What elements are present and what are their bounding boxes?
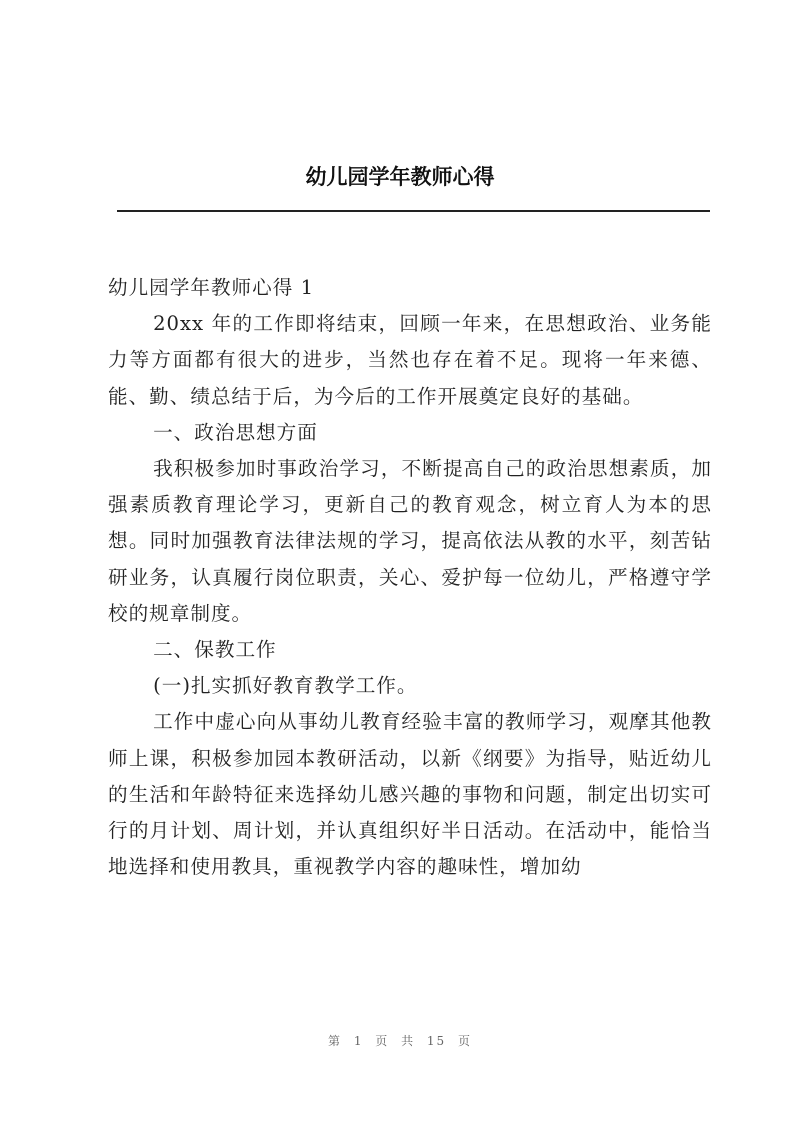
- page-number: 第 1 页 共 15 页: [328, 1034, 472, 1048]
- document-title: 幼儿园学年教师心得: [305, 165, 495, 189]
- body-paragraph: 我积极参加时事政治学习，不断提高自己的政治思想素质，加强素质教育理论学习，更新自己的教育观念，树立育人为本的思想。同时加强教育法律法规的学习，提高依法从教的水平，刻苦钻研业务，认真履行岗位职责，关心、爱护每一位幼儿，严格遵守学校的规章制度。: [108, 457, 712, 625]
- section-heading: 二、保教工作: [153, 638, 277, 662]
- body-paragraph: 工作中虚心向从事幼儿教育经验丰富的教师学习，观摩其他教师上课，积极参加园本教研活动，以新《纲要》为指导，贴近幼儿的生活和年龄特征来选择幼儿感兴趣的事物和问题，制定出切实可行的月计划、周计划，并认真组织好半日活动。在活动中，能恰当地选择和使用教具，重视教学内容的趣味性，增加幼: [108, 710, 712, 879]
- subsection-heading: (一)扎实抓好教育教学工作。: [153, 674, 418, 698]
- section-heading: 幼儿园学年教师心得 1: [108, 276, 315, 299]
- section-heading: 一、政治思想方面: [153, 420, 318, 444]
- title-divider: [117, 210, 710, 212]
- document-body: [108, 270, 712, 885]
- body-paragraph: 20xx 年的工作即将结束，回顾一年来，在思想政治、业务能力等方面都有很大的进步，当然也存在着不足。现将一年来德、能、勤、绩总结于后，为今后的工作开展奠定良好的基础。: [108, 312, 712, 408]
